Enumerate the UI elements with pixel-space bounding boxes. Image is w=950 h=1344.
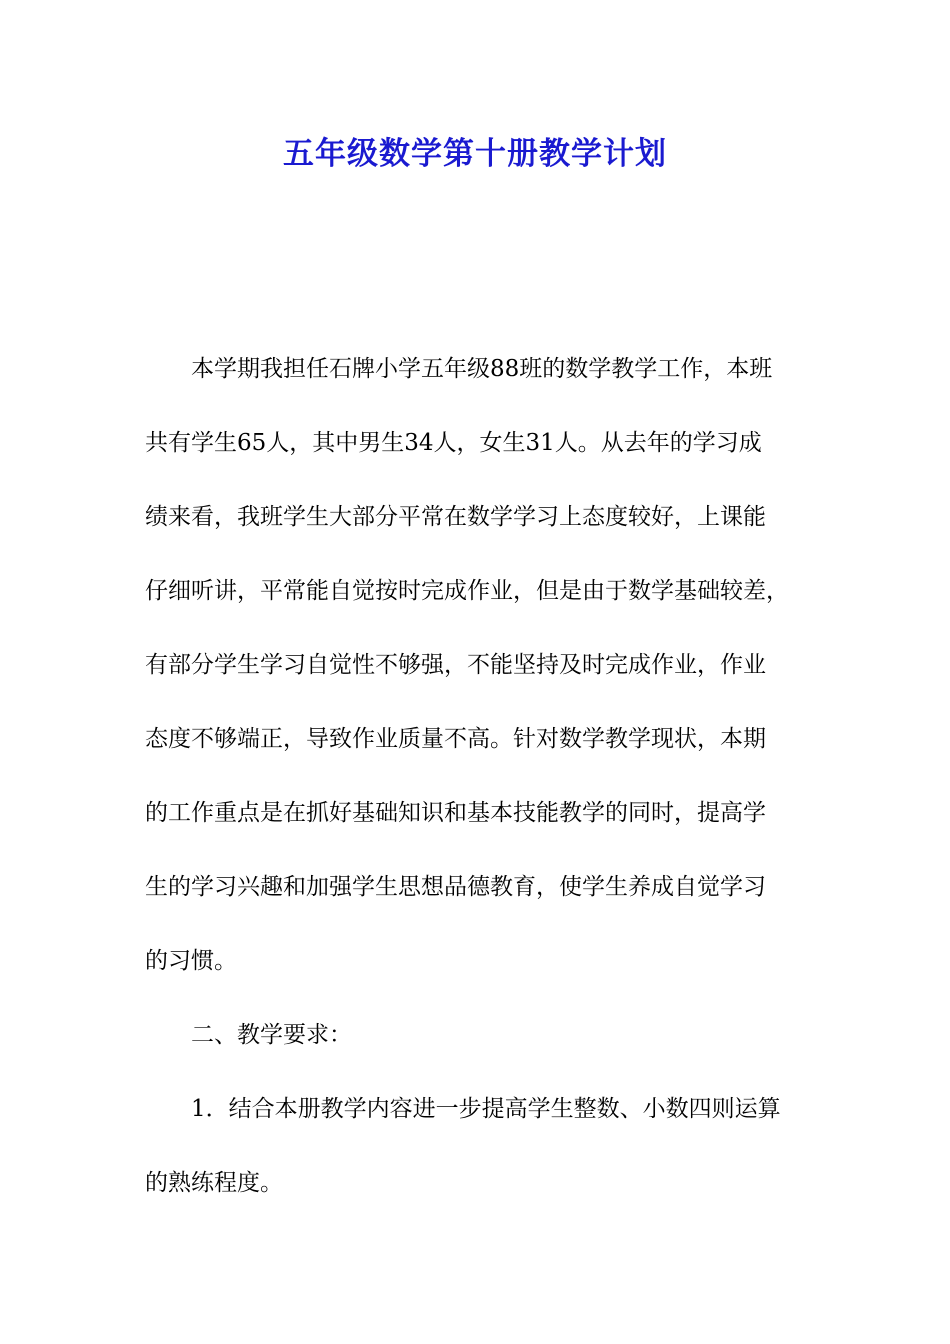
section-heading-block <box>145 998 813 1072</box>
text-line: 仔细听讲，平常能自觉按时完成作业，但是由于数学基础较差， <box>145 578 789 604</box>
section-heading: 二、教学要求： <box>191 1022 352 1048</box>
text-line: 的工作重点是在抓好基础知识和基本技能教学的同时，提高学 <box>145 800 766 826</box>
intro-paragraph <box>145 332 813 998</box>
requirement-item-1 <box>145 1072 813 1220</box>
text-line: 有部分学生学习自觉性不够强，不能坚持及时完成作业，作业 <box>145 652 766 678</box>
text-line: 的熟练程度。 <box>145 1170 283 1196</box>
text-line: 1．结合本册教学内容进一步提高学生整数、小数四则运算 <box>191 1096 781 1122</box>
text-line: 的习惯。 <box>145 948 237 974</box>
text-line: 共有学生65人，其中男生34人，女生31人。从去年的学习成 <box>145 430 762 456</box>
document-title: 五年级数学第十册教学计划 <box>283 136 667 172</box>
text-line: 绩来看，我班学生大部分平常在数学学习上态度较好，上课能 <box>145 504 766 530</box>
text-line: 态度不够端正，导致作业质量不高。针对数学教学现状，本期 <box>145 726 766 752</box>
document-body <box>145 332 813 1220</box>
text-line: 生的学习兴趣和加强学生思想品德教育，使学生养成自觉学习 <box>145 874 766 900</box>
text-line: 本学期我担任石牌小学五年级88班的数学教学工作，本班 <box>191 356 773 382</box>
